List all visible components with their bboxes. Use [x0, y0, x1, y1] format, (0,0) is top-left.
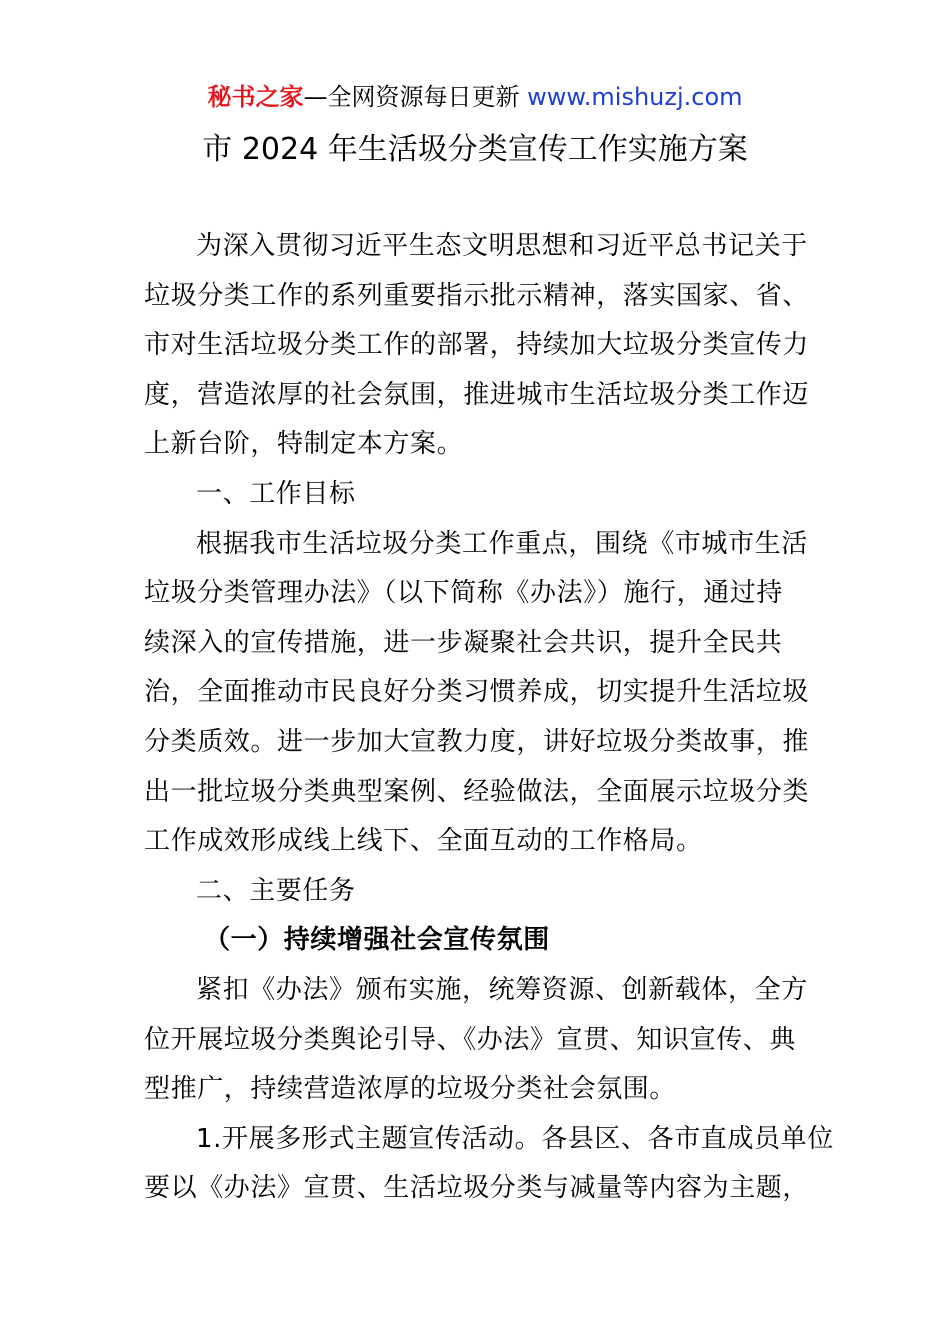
paragraph-line: 上新台阶，特制定本方案。: [144, 429, 464, 460]
paragraph-line: 分类质效。进一步加大宣教力度，讲好垃圾分类故事，推: [144, 726, 810, 757]
paragraph-line: 根据我市生活垃圾分类工作重点，围绕《市城市生活: [196, 528, 808, 559]
document-title: 市 2024 年生活圾分类宣传工作实施方案: [202, 132, 748, 167]
site-header: [0, 80, 950, 114]
paragraph-line: 要以《办法》宣贯、生活垃圾分类与减量等内容为主题，: [144, 1173, 810, 1204]
paragraph-line: 垃圾分类管理办法》（以下简称《办法》）施行，通过持: [144, 578, 784, 609]
paragraph-line: 度，营造浓厚的社会氛围，推进城市生活垃圾分类工作迈: [144, 379, 810, 410]
paragraph-line: 为深入贯彻习近平生态文明思想和习近平总书记关于: [196, 231, 808, 261]
site-url-link[interactable]: www.mishuzj.com: [527, 83, 743, 111]
document-body: [144, 222, 834, 1214]
paragraph-line: 位开展垃圾分类舆论引导、《办法》宣贯、知识宣传、典: [144, 1024, 797, 1055]
subsection-heading: （一）持续增强社会宣传氛围: [204, 925, 550, 956]
paragraph-line: 市对生活垃圾分类工作的部署，持续加大垃圾分类宣传力: [144, 330, 810, 361]
paragraph-line: 紧扣《办法》颁布实施，统筹资源、创新载体，全方: [196, 974, 808, 1005]
paragraph-line: 型推广，持续营造浓厚的垃圾分类社会氛围。: [144, 1074, 677, 1105]
paragraph-line: 工作成效形成线上线下、全面互动的工作格局。: [144, 826, 703, 857]
section-heading: 二、主要任务: [196, 875, 356, 906]
section-heading: 一、工作目标: [196, 478, 356, 509]
paragraph-line: 续深入的宣传措施，进一步凝聚社会共识，提升全民共: [144, 627, 783, 658]
brand-name: 秘书之家: [207, 83, 304, 111]
paragraph-line: 治，全面推动市民良好分类习惯养成，切实提升生活垃圾: [144, 677, 810, 708]
paragraph-line: 垃圾分类工作的系列重要指示批示精神，落实国家、省、: [144, 280, 810, 311]
header-tagline: —全网资源每日更新: [303, 83, 528, 111]
paragraph-line: 1.开展多形式主题宣传活动。各县区、各市直成员单位: [196, 1123, 834, 1154]
paragraph-line: 出一批垃圾分类典型案例、经验做法，全面展示垃圾分类: [144, 776, 810, 807]
